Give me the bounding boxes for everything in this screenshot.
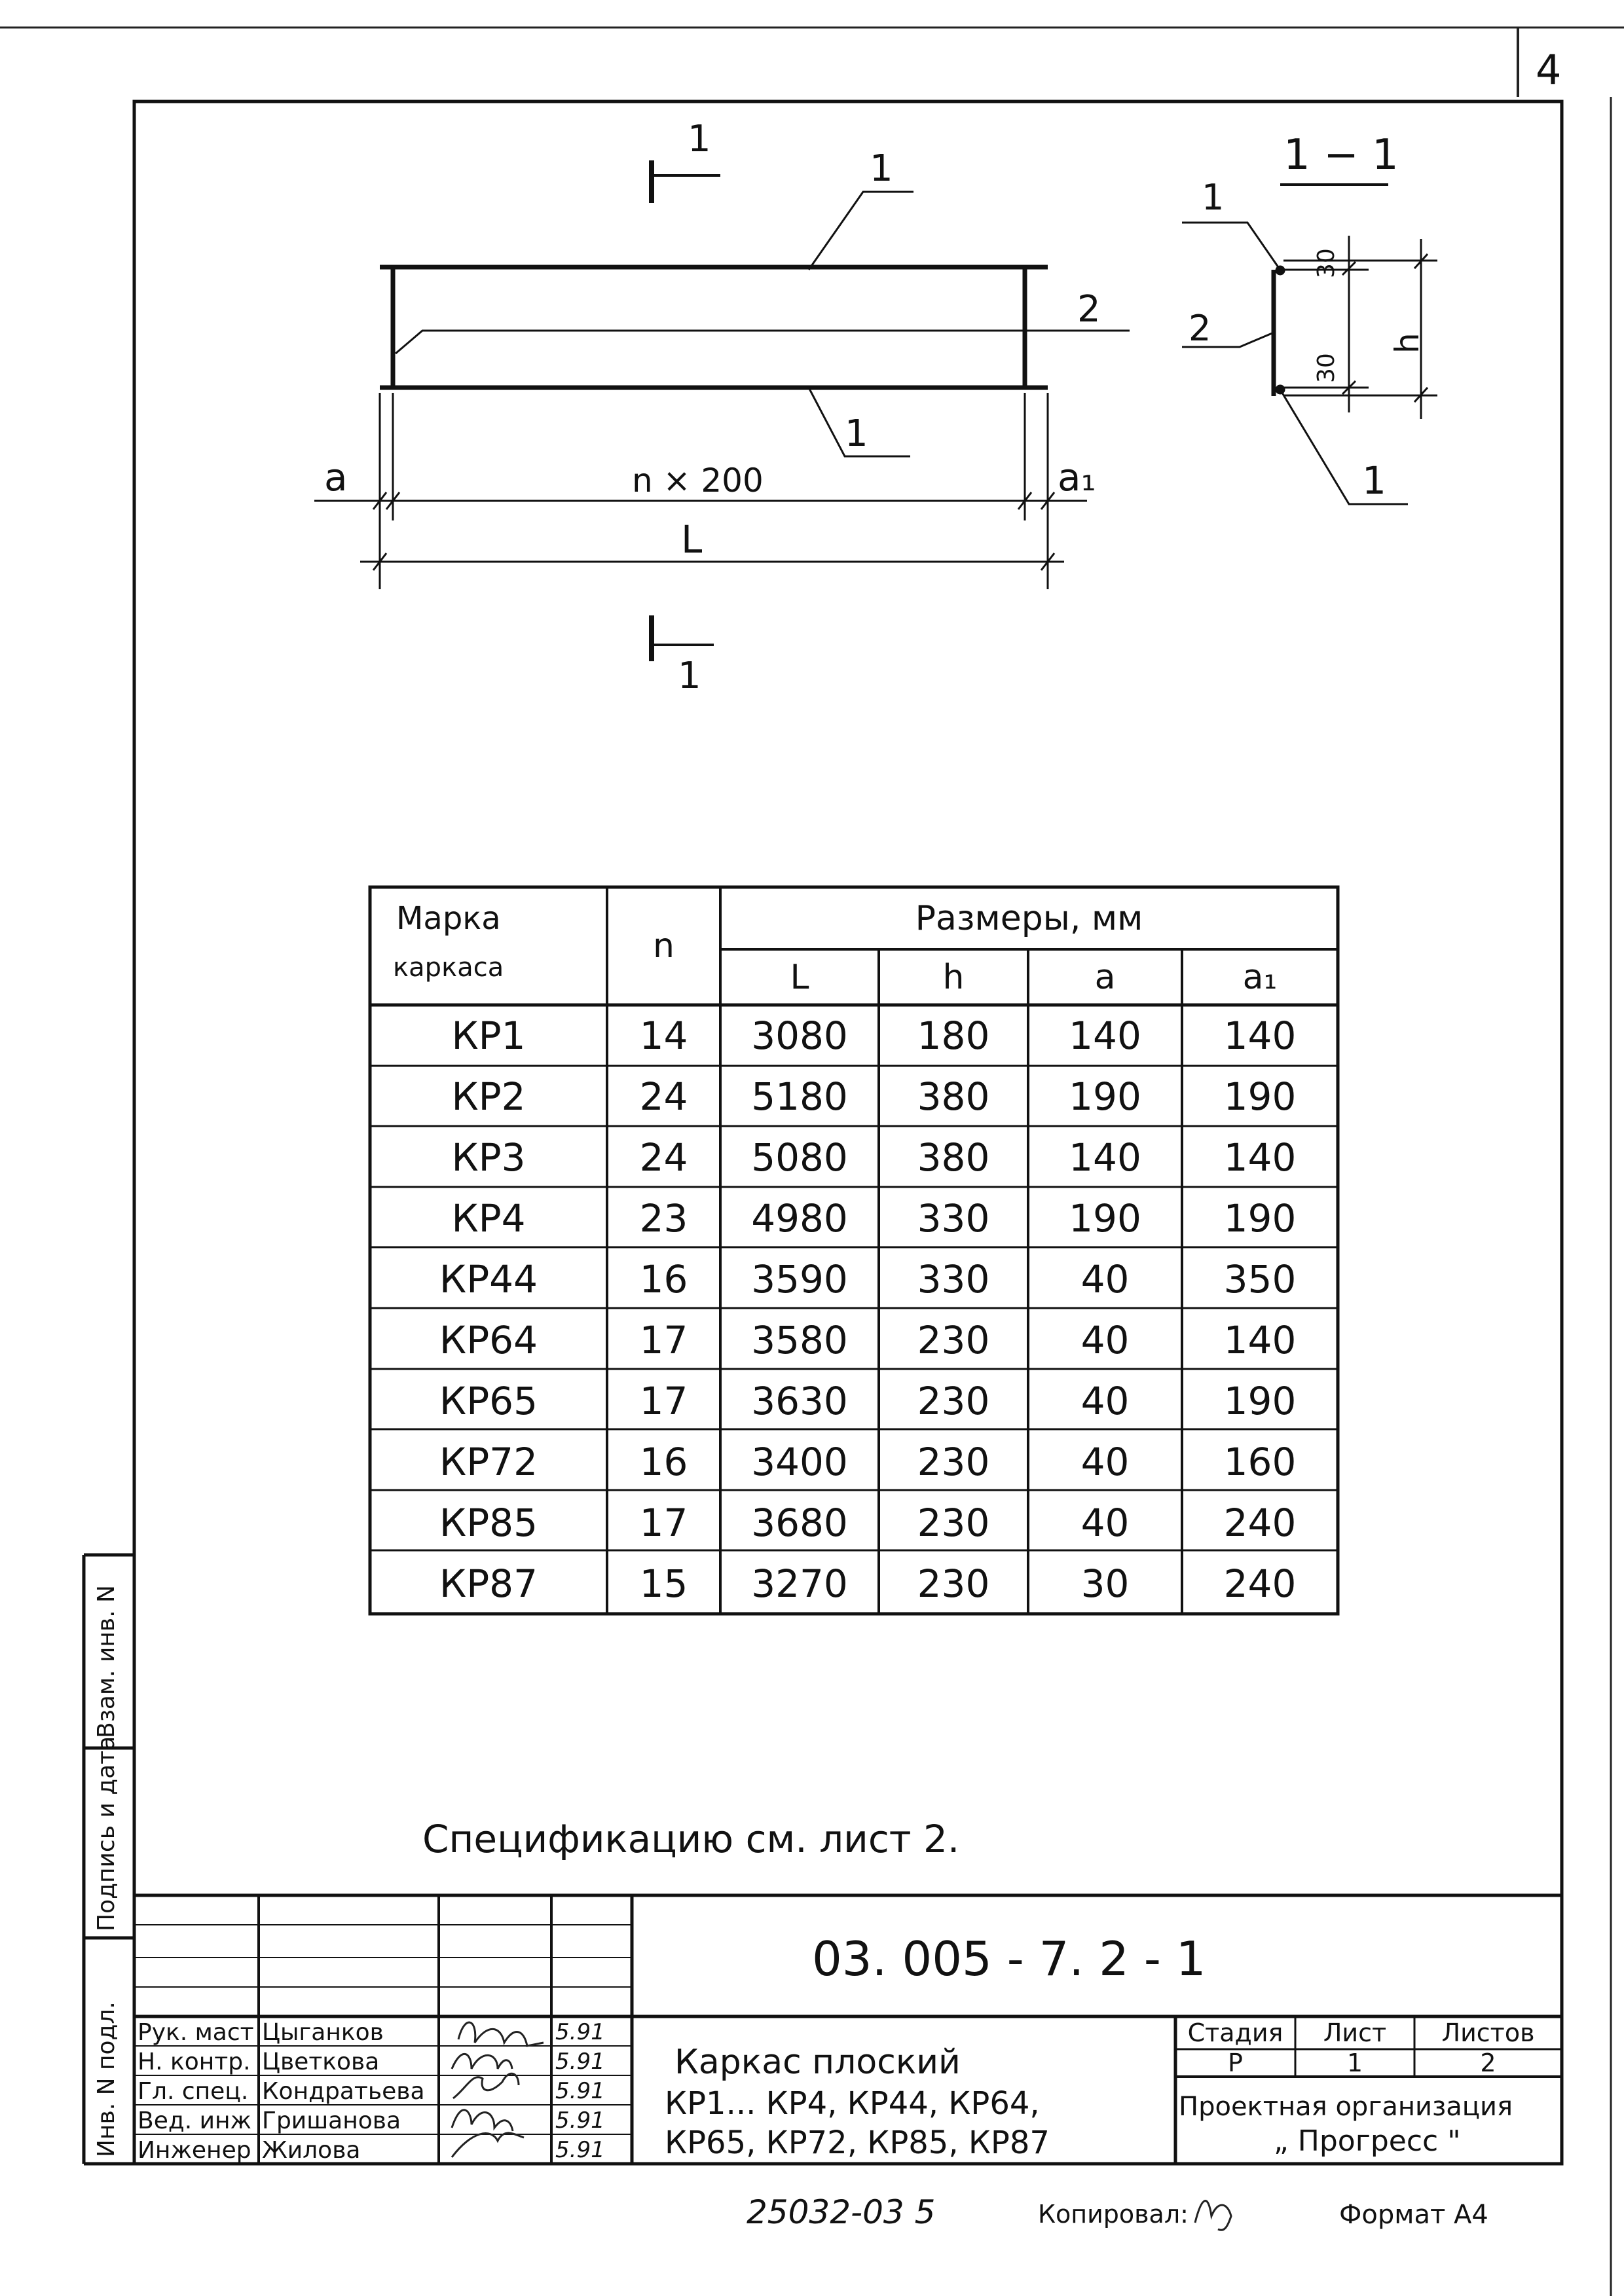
table-cell: 230: [917, 1500, 990, 1545]
signer-date: 5.91: [555, 2019, 605, 2045]
dimension-a1: a₁: [1058, 455, 1096, 500]
sheets-value: 2: [1480, 2049, 1496, 2077]
table-header-sizes: Размеры, мм: [915, 898, 1143, 938]
format-label: Формат А4: [1339, 2200, 1488, 2230]
dimension-L: L: [681, 517, 703, 562]
table-cell: 160: [1223, 1439, 1297, 1484]
frame-plan-view: [314, 160, 1130, 661]
table-cell: 230: [917, 1561, 990, 1606]
table-cell: 40: [1080, 1317, 1130, 1362]
table-cell: 3680: [751, 1500, 848, 1545]
table-cell: 190: [1223, 1074, 1297, 1119]
table-cell: 240: [1223, 1500, 1297, 1545]
section-position-1-top: 1: [1202, 177, 1225, 218]
document-code: 03. 005 - 7. 2 - 1: [812, 1931, 1206, 1986]
dimension-span: n × 200: [632, 462, 764, 500]
archive-number: 25032-03 5: [747, 2193, 936, 2231]
table-cell: 380: [917, 1074, 990, 1119]
signer-role: Н. контр.: [138, 2049, 251, 2075]
table-cell: 40: [1080, 1256, 1130, 1302]
table-cell: 17: [639, 1500, 688, 1545]
signer-name: Цыганков: [262, 2019, 384, 2046]
table-cell: 190: [1223, 1195, 1297, 1241]
table-cell: 240: [1223, 1561, 1297, 1606]
signer-date: 5.91: [555, 2049, 605, 2075]
table-cell: 3590: [751, 1256, 848, 1302]
table-cell: 40: [1080, 1439, 1130, 1484]
dimension-30-top: 30: [1313, 248, 1340, 278]
copied-label: Копировал:: [1038, 2200, 1189, 2229]
section-mark-bottom: 1: [678, 655, 701, 697]
signature-marks: [452, 2022, 544, 2157]
table-cell: 40: [1080, 1378, 1130, 1423]
signer-date: 5.91: [555, 2078, 605, 2104]
table-header-a1: a₁: [1242, 957, 1278, 997]
signer-name: Кондратьева: [262, 2078, 425, 2105]
table-cell: 14: [639, 1013, 688, 1058]
signer-name: Гришанова: [262, 2107, 401, 2134]
table-cell: 5180: [751, 1074, 848, 1119]
table-cell: 5080: [751, 1135, 848, 1180]
title-line-2: КР1... КР4, КР44, КР64,: [665, 2085, 1040, 2122]
table-cell: 15: [639, 1561, 688, 1606]
table-cell-mark: КР3: [451, 1135, 526, 1180]
table-cell: 230: [917, 1317, 990, 1362]
table-cell: 140: [1223, 1013, 1297, 1058]
table-cell: 23: [639, 1195, 688, 1241]
table-cell: 140: [1069, 1135, 1141, 1180]
table-cell: 180: [917, 1013, 990, 1058]
table-cell-mark: КР72: [439, 1439, 538, 1484]
table-header-a: a: [1094, 957, 1116, 997]
table-header-mark-line2: каркаса: [393, 953, 504, 983]
table-header-mark-line1: Марка: [396, 900, 501, 937]
table-cell: 3400: [751, 1439, 848, 1484]
organization-line-1: Проектная организация: [1179, 2092, 1513, 2122]
table-cell: 4980: [751, 1195, 848, 1241]
signer-role: Вед. инж: [138, 2107, 251, 2134]
signer-role: Инженер: [138, 2137, 251, 2164]
copy-signature-mark: [1195, 2201, 1231, 2231]
stage-label: Стадия: [1187, 2018, 1283, 2047]
side-label-replace-inventory: Взам. инв. N: [93, 1585, 120, 1738]
table-cell: 190: [1223, 1378, 1297, 1423]
title-line-3: КР65, КР72, КР85, КР87: [665, 2124, 1050, 2161]
table-cell: 30: [1080, 1561, 1130, 1606]
table-cell: 24: [639, 1074, 688, 1119]
section-title: 1 − 1: [1283, 131, 1399, 179]
table-cell: 24: [639, 1135, 688, 1180]
table-header-L: L: [790, 957, 809, 997]
dimension-a: a: [324, 455, 348, 500]
table-header-h: h: [942, 957, 965, 997]
table-cell: 3630: [751, 1378, 848, 1423]
section-mark-top: 1: [688, 118, 711, 160]
table-cell: 330: [917, 1256, 990, 1302]
signer-date: 5.91: [555, 2107, 605, 2134]
dimension-h: h: [1388, 333, 1426, 354]
stage-value: Р: [1228, 2049, 1243, 2077]
table-cell: 140: [1223, 1135, 1297, 1180]
sheet-label: Лист: [1323, 2018, 1387, 2047]
table-cell-mark: КР44: [439, 1256, 538, 1302]
table-cell: 16: [639, 1439, 688, 1484]
section-position-2: 2: [1189, 308, 1211, 349]
table-cell: 380: [917, 1135, 990, 1180]
table-cell: 40: [1080, 1500, 1130, 1545]
table-cell: 190: [1069, 1195, 1141, 1241]
table-cell-mark: КР1: [451, 1013, 526, 1058]
position-label-1-bottom: 1: [845, 412, 868, 455]
table-cell: 3580: [751, 1317, 848, 1362]
table-cell: 230: [917, 1439, 990, 1484]
signer-role: Гл. спец.: [138, 2078, 249, 2105]
position-label-2: 2: [1077, 288, 1101, 331]
table-cell: 140: [1223, 1317, 1297, 1362]
section-position-1-bottom: 1: [1362, 458, 1386, 503]
signer-name: Жилова: [262, 2137, 361, 2164]
side-label-inventory: Инв. N подл.: [93, 2001, 120, 2157]
table-cell-mark: КР64: [439, 1317, 538, 1362]
table-cell: 230: [917, 1378, 990, 1423]
table-cell: 17: [639, 1378, 688, 1423]
table-header-n: n: [653, 926, 674, 966]
table-cell: 330: [917, 1195, 990, 1241]
sheet-value: 1: [1346, 2049, 1363, 2077]
signer-role: Рук. маст: [138, 2019, 254, 2046]
table-cell-mark: КР4: [451, 1195, 526, 1241]
table-cell: 16: [639, 1256, 688, 1302]
table-cell-mark: КР65: [439, 1378, 538, 1423]
table-cell: 350: [1223, 1256, 1297, 1302]
position-label-1-top: 1: [870, 147, 893, 190]
dimension-30-bottom: 30: [1313, 353, 1340, 383]
table-cell: 190: [1069, 1074, 1141, 1119]
table-cell-mark: КР2: [451, 1074, 526, 1119]
sheets-label: Листов: [1441, 2018, 1535, 2047]
title-line-1: Каркас плоский: [674, 2043, 961, 2082]
specification-note: Спецификацию см. лист 2.: [422, 1817, 960, 1861]
table-cell: 3080: [751, 1013, 848, 1058]
table-cell: 17: [639, 1317, 688, 1362]
table-cell-mark: КР85: [439, 1500, 538, 1545]
organization-line-2: „ Прогресс ": [1274, 2124, 1461, 2158]
signer-date: 5.91: [555, 2137, 605, 2163]
table-cell: 140: [1069, 1013, 1141, 1058]
table-cell-mark: КР87: [439, 1561, 538, 1606]
signer-name: Цветкова: [262, 2049, 380, 2075]
side-label-signature-date: Подпись и дата: [93, 1736, 120, 1931]
sheet-number: 4: [1536, 46, 1562, 94]
table-cell: 3270: [751, 1561, 848, 1606]
